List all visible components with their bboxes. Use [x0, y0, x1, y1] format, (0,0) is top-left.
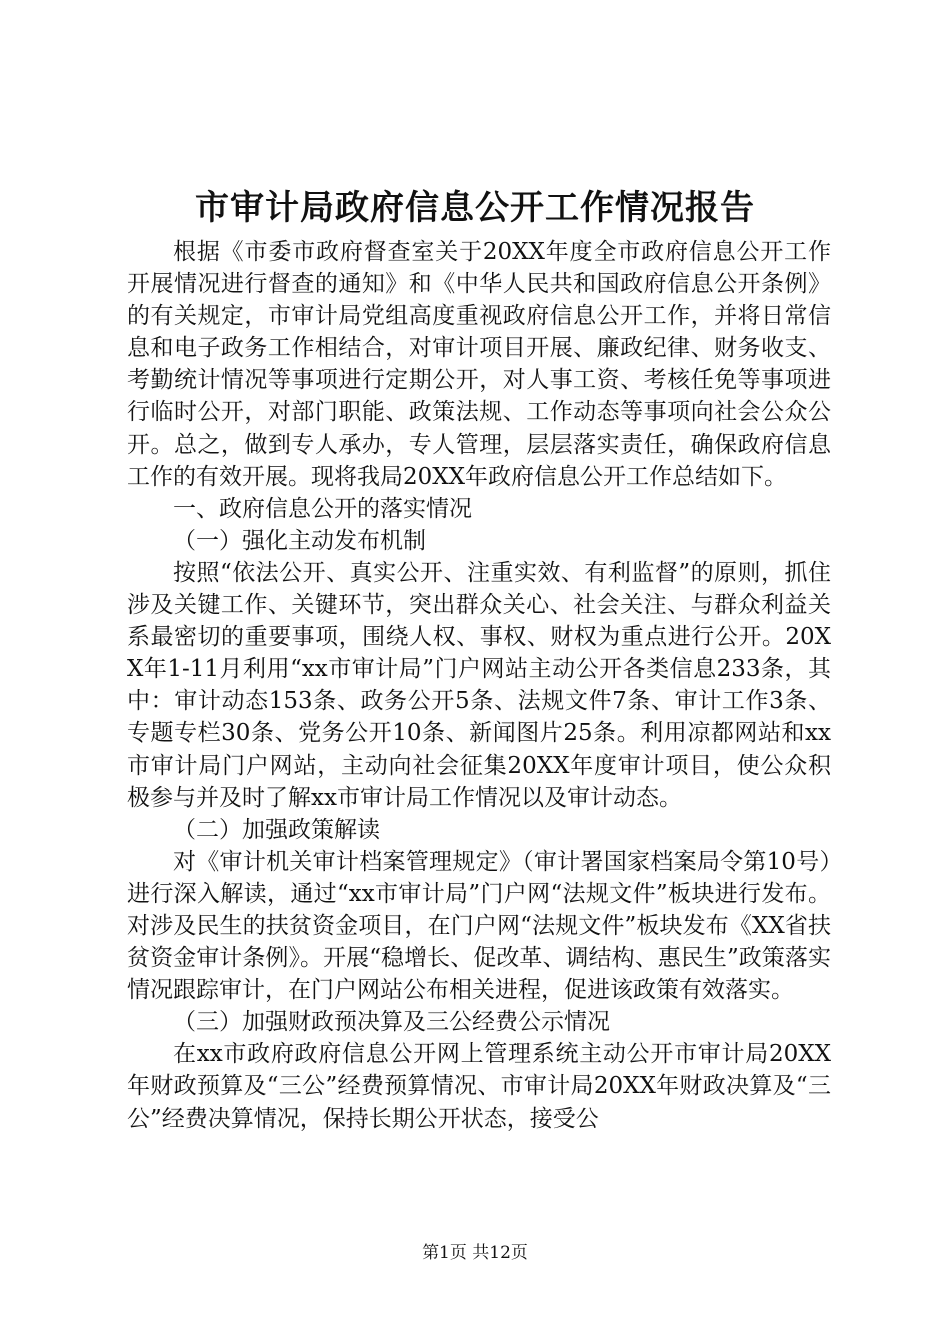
subsection-heading-3: （三）加强财政预决算及三公经费公示情况	[173, 1009, 610, 1036]
intro-paragraph: 根据《市委市政府督查室关于20XX年度全市政府信息公开工作开展情况进行督查的通知》和《中华人民共和国政府信息公开条例》的有关规定，市审计局党组高度重视政府信息公开工作，并将日常信息和电子政务工作相结合，对审计项目开展、廉政纪律、财务收支、考勤统计情况等事项进行定期公开，对人事工资、考核任免等事项进行临时公开，对部门职能、政策法规、工作动态等事项向社会公众公开。总之，做到专人承办，专人管理，层层落实责任，确保政府信息工作的有效开展。现将我局20XX年政府信息公开工作总结如下。	[127, 239, 831, 490]
section-heading-1: 一、政府信息公开的落实情况	[173, 495, 472, 522]
subsection-heading-2: （二）加强政策解读	[173, 816, 380, 843]
document-body	[127, 236, 831, 1135]
subsection-paragraph-2: 对《审计机关审计档案管理规定》（审计署国家档案局令第10号）进行深入解读，通过“xx市审计局”门户网“法规文件”板块进行发布。对涉及民生的扶贫资金项目，在门户网“法规文件”板块发布《XX省扶贫资金审计条例》。开展“稳增长、促改革、调结构、惠民生”政策落实情况跟踪审计，在门户网站公布相关进程，促进该政策有效落实。	[127, 848, 831, 1004]
subsection-heading-1: （一）强化主动发布机制	[173, 527, 426, 554]
page-footer: 第1页 共12页	[422, 1243, 528, 1263]
subsection-paragraph-3: 在xx市政府政府信息公开网上管理系统主动公开市审计局20XX年财政预算及“三公”经费预算情况、市审计局20XX年财政决算及“三公”经费决算情况，保持长期公开状态，接受公	[127, 1041, 831, 1132]
subsection-paragraph-1: 按照“依法公开、真实公开、注重实效、有利监督”的原则，抓住涉及关键工作、关键环节，突出群众关心、社会关注、与群众利益关系最密切的重要事项，围绕人权、事权、财权为重点进行公开。20XX年1-11月利用“xx市审计局”门户网站主动公开各类信息233条，其中：审计动态153条、政务公开5条、法规文件7条、审计工作3条、专题专栏30条、党务公开10条、新闻图片25条。利用凉都网站和xx市审计局门户网站，主动向社会征集20XX年度审计项目，使公众积极参与并及时了解xx市审计局工作情况以及审计动态。	[127, 559, 831, 811]
page-title: 市审计局政府信息公开工作情况报告	[195, 188, 755, 228]
